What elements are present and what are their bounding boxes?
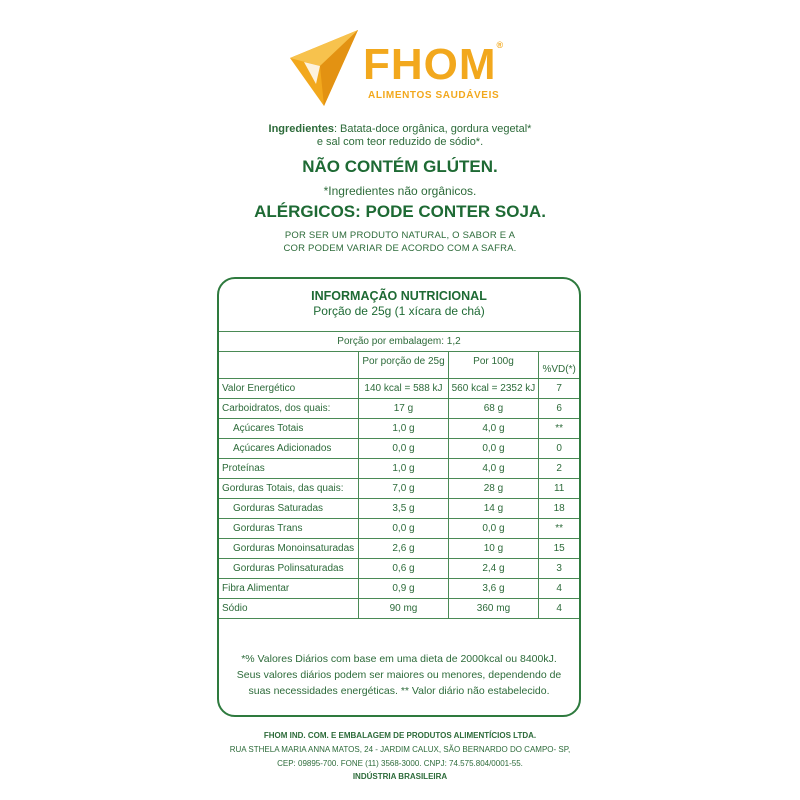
nutrition-table bbox=[219, 331, 579, 619]
row-per-portion: 1,0 g bbox=[359, 459, 448, 479]
row-label: Carboidratos, dos quais: bbox=[219, 399, 359, 419]
row-vd: 6 bbox=[539, 399, 579, 419]
row-per-100g: 0,0 g bbox=[448, 519, 539, 539]
footnote-line1: *% Valores Diários com base em uma dieta de 2000kcal ou 8400kJ. bbox=[241, 653, 557, 665]
table-row bbox=[219, 539, 579, 559]
row-per-100g: 2,4 g bbox=[448, 559, 539, 579]
ingredients-line1: : Batata-doce orgânica, gordura vegetal* bbox=[333, 123, 532, 135]
row-per-100g: 560 kcal = 2352 kJ bbox=[448, 379, 539, 399]
row-per-portion: 3,5 g bbox=[359, 499, 448, 519]
row-label: Proteínas bbox=[219, 459, 359, 479]
row-per-100g: 14 g bbox=[448, 499, 539, 519]
row-vd: 15 bbox=[539, 539, 579, 559]
row-label: Gorduras Polinsaturadas bbox=[219, 559, 359, 579]
row-per-portion: 90 mg bbox=[359, 599, 448, 619]
ingredients bbox=[0, 123, 800, 149]
row-label: Sódio bbox=[219, 599, 359, 619]
brand-tagline: ALIMENTOS SAUDÁVEIS bbox=[368, 90, 500, 101]
nutrition-title: INFORMAÇÃO NUTRICIONAL bbox=[311, 289, 487, 303]
allergen-warning: ALÉRGICOS: PODE CONTER SOJA. bbox=[254, 202, 546, 221]
row-per-100g: 3,6 g bbox=[448, 579, 539, 599]
row-label: Açúcares Adicionados bbox=[219, 439, 359, 459]
row-vd: 4 bbox=[539, 579, 579, 599]
ingredients-line2: e sal com teor reduzido de sódio*. bbox=[316, 136, 484, 148]
table-row bbox=[219, 599, 579, 619]
row-vd: 18 bbox=[539, 499, 579, 519]
footnote-line2: Seus valores diários podem ser maiores ou menores, dependendo de bbox=[236, 669, 562, 681]
table-row bbox=[219, 459, 579, 479]
row-label: Gorduras Trans bbox=[219, 519, 359, 539]
header-per-portion: Por porção de 25g bbox=[359, 352, 448, 379]
table-row bbox=[219, 499, 579, 519]
brand-logo bbox=[290, 28, 515, 108]
row-vd: 0 bbox=[539, 439, 579, 459]
table-header bbox=[219, 352, 579, 379]
company-address: RUA STHELA MARIA ANNA MATOS, 24 - JARDIM CALUX, SÃO BERNARDO DO CAMPO- SP, bbox=[229, 745, 571, 754]
table-row bbox=[219, 439, 579, 459]
row-vd: ** bbox=[539, 519, 579, 539]
row-vd: 7 bbox=[539, 379, 579, 399]
row-per-portion: 7,0 g bbox=[359, 479, 448, 499]
row-per-portion: 0,6 g bbox=[359, 559, 448, 579]
row-per-100g: 10 g bbox=[448, 539, 539, 559]
per-package-cell: Porção por embalagem: 1,2 bbox=[219, 332, 579, 352]
row-label: Fibra Alimentar bbox=[219, 579, 359, 599]
row-label: Açúcares Totais bbox=[219, 419, 359, 439]
table-row bbox=[219, 379, 579, 399]
paper-plane-icon bbox=[290, 28, 360, 108]
footnote-line3: suas necessidades energéticas. ** Valor diário não estabelecido. bbox=[248, 685, 550, 697]
table-row bbox=[219, 399, 579, 419]
company-origin: INDÚSTRIA BRASILEIRA bbox=[352, 772, 448, 781]
natural-product-note bbox=[0, 229, 800, 255]
table-row bbox=[219, 479, 579, 499]
row-per-100g: 68 g bbox=[448, 399, 539, 419]
brand-name: FHOM® bbox=[363, 40, 505, 89]
row-vd: ** bbox=[539, 419, 579, 439]
row-label: Gorduras Saturadas bbox=[219, 499, 359, 519]
header-blank bbox=[219, 352, 359, 379]
nutrition-footnote bbox=[219, 651, 579, 699]
company-name: FHOM IND. COM. E EMBALAGEM DE PRODUTOS ALIMENTÍCIOS LTDA. bbox=[263, 731, 537, 740]
non-organic-note: *Ingredientes não orgânicos. bbox=[323, 184, 477, 198]
row-label: Valor Energético bbox=[219, 379, 359, 399]
row-per-100g: 4,0 g bbox=[448, 419, 539, 439]
natural-note-line2: COR PODEM VARIAR DE ACORDO COM A SAFRA. bbox=[283, 243, 517, 254]
row-per-portion: 0,9 g bbox=[359, 579, 448, 599]
table-row bbox=[219, 419, 579, 439]
serving-size: Porção de 25g (1 xícara de chá) bbox=[313, 304, 485, 318]
ingredients-label: Ingredientes bbox=[268, 123, 334, 135]
table-row bbox=[219, 519, 579, 539]
header-per-100g: Por 100g bbox=[448, 352, 539, 379]
row-per-portion: 17 g bbox=[359, 399, 448, 419]
row-per-portion: 140 kcal = 588 kJ bbox=[359, 379, 448, 399]
row-per-100g: 4,0 g bbox=[448, 459, 539, 479]
table-row bbox=[219, 559, 579, 579]
natural-note-line1: POR SER UM PRODUTO NATURAL, O SABOR E A bbox=[284, 230, 516, 241]
header-vd: %VD(*) bbox=[539, 352, 579, 379]
row-per-100g: 28 g bbox=[448, 479, 539, 499]
table-row bbox=[219, 579, 579, 599]
per-package-row bbox=[219, 332, 579, 352]
row-vd: 4 bbox=[539, 599, 579, 619]
row-per-100g: 360 mg bbox=[448, 599, 539, 619]
nutrition-panel bbox=[217, 277, 581, 717]
row-label: Gorduras Totais, das quais: bbox=[219, 479, 359, 499]
row-per-portion: 0,0 g bbox=[359, 439, 448, 459]
row-vd: 3 bbox=[539, 559, 579, 579]
row-per-portion: 2,6 g bbox=[359, 539, 448, 559]
company-contact: CEP: 09895-700. FONE (11) 3568-3000. CNPJ: 74.575.804/0001-55. bbox=[277, 759, 523, 768]
row-label: Gorduras Monoinsaturadas bbox=[219, 539, 359, 559]
row-per-100g: 0,0 g bbox=[448, 439, 539, 459]
row-vd: 11 bbox=[539, 479, 579, 499]
row-per-portion: 0,0 g bbox=[359, 519, 448, 539]
row-vd: 2 bbox=[539, 459, 579, 479]
gluten-warning: NÃO CONTÉM GLÚTEN. bbox=[302, 157, 498, 176]
row-per-portion: 1,0 g bbox=[359, 419, 448, 439]
